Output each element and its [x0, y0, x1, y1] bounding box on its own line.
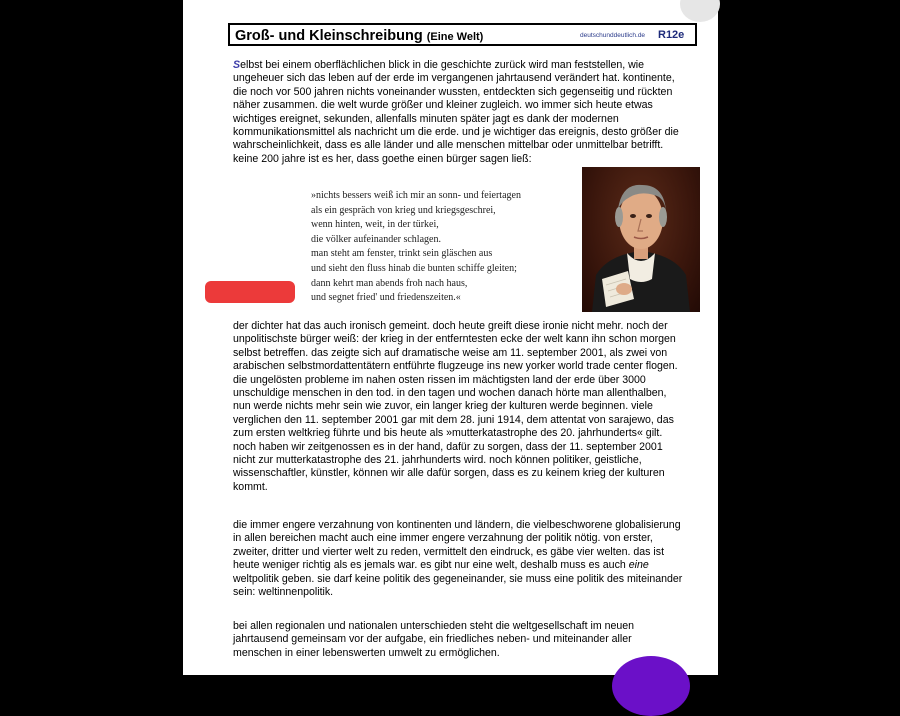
body-paragraph-3: bei allen regionalen und nationalen unterschieden steht die weltgesellschaft im neuen jahrtausend gemeinsam vor der aufgabe, ein friedliches neben- und miteinander aller menschen in einer lebenswerten umwelt zu ermöglichen.: [233, 620, 635, 659]
purple-action-button[interactable]: [612, 656, 690, 716]
para2-text-end: weltpolitik geben. sie darf keine politik des gegeneinander, sie muss eine politik des miteinander sein: weltinnenpolitik.: [233, 572, 683, 599]
para2-text-start: die immer engere verzahnung von kontinenten und ländern, die vielbeschworene globalisierung in allen bereichen macht auch eine immer engere verzahnung der politik nötig. von erster, zweiter, dritter und vierter welt zu reden, vermittelt den eindruck, es gäbe vier welten. das ist heute weniger richtig als es jemals war. es gibt nur eine welt, deshalb muss es auch: [233, 519, 681, 572]
website-label: deutschunddeutlich.de: [580, 32, 646, 39]
subtitle-text: (Eine Welt): [426, 31, 484, 43]
para2-emphasis: eine: [628, 559, 649, 572]
goethe-poem: »nichts bessers weiß ich mir an sonn- und feiertagen als ein gespräch von krieg und kriegsgeschrei, wenn hinten, weit, in der türkei, die völker aufeinander schlagen. man steht am fenster, trinkt sein gläschen aus und sieht den fluss hinab die bunten schiffe gleiten; dann kehrt man abends froh nach haus, und segnet fried' und friedenszeiten.«: [311, 190, 521, 304]
worksheet-code: R12e: [658, 29, 685, 41]
intro-paragraph: [233, 59, 703, 166]
body-paragraph-1: der dichter hat das auch ironisch gemeint. doch heute greift diese ironie nicht mehr. noch der unpolitischste bürger weiß: der krieg in der entferntesten ecke der welt kann ihn schon morgen selbst betreffen. das zeigte sich auf dramatische weise am 11. september 2001, als zwei von arabischen selbstmordattentätern entführte flugzeuge ins new yorker world trade center flogen. die ungelösten probleme im nahen osten rissen im mächtigsten land der erde über 3000 unschuldige menschen in den tod. in den tagen und wochen danach hörte man allenthalben, nun werde nichts mehr sein wie zuvor, ein langer krieg der kulturen werde beginnen. viele verglichen den 11. september 2001 gar mit dem 28. juni 1914, dem attentat von sarajewo, das zum ersten weltkrieg führte und bis heute als »mutterkatastrophe des 20. jahrhunderts« gilt. noch haben wir zeitgenossen es in der hand, dafür zu sorgen, dass der 11. september 2001 nicht zur mutterkatastrophe des 21. jahrhunderts wird. noch können politiker, geistliche, wissenschaftler, künstler, können wir alle dafür sorgen, dass es zu keinem krieg der kulturen kommt.: [233, 320, 678, 493]
document-title: [235, 28, 483, 44]
body-paragraph-2: [233, 519, 703, 599]
red-highlight-mark: [205, 281, 295, 303]
header-box: [228, 23, 697, 46]
portrait-illustration: [582, 167, 700, 312]
intro-text: elbst bei einem oberflächlichen blick in die geschichte zurück wird man feststellen, wie ungeheuer sich das leben auf der erde im vergangenen jahrtausend verändert hat. kontinente, die noch vor 500 jahren nichts voneinander wussten, entdeckten sich gegenseitig und rückten näher zusammen. die welt wurde größer und kleiner zugleich. wo immer sich heute etwas wichtiges ereignet, sekunden, allenfalls minuten später jagt es dank der modernen kommunikationsmittel als nachricht um die erde. und je wichtiger das ereignis, desto größer die wahrscheinlichkeit, dass es alle länder und alle menschen mittelbar oder unmittelbar betrifft. keine 200 jahre ist es her, dass goethe einen bürger sagen ließ:: [233, 59, 679, 165]
goethe-portrait: [582, 167, 700, 312]
drop-cap: S: [233, 59, 241, 71]
title-text: Groß- und Kleinschreibung: [235, 28, 423, 44]
document-page: [183, 0, 718, 675]
